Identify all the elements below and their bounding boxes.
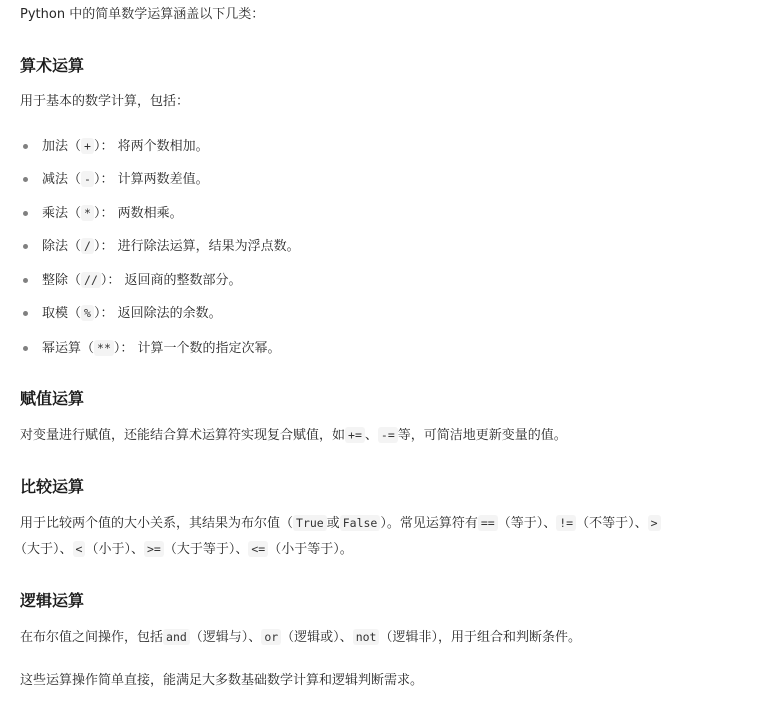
bullet-dot-icon xyxy=(23,177,28,182)
list-item-text xyxy=(42,168,209,191)
text-span: （逻辑与）、 xyxy=(189,630,262,645)
paren-close: ）： xyxy=(93,306,118,321)
text-span: （等于）、 xyxy=(497,516,557,531)
list-item-text xyxy=(42,202,183,225)
paren-open: （ xyxy=(68,172,82,187)
operator-code: // xyxy=(81,272,101,288)
paren-open: （ xyxy=(68,306,82,321)
heading-arithmetic: 算术运算 xyxy=(20,56,85,75)
text-span: （逻辑非），用于组合和判断条件。 xyxy=(379,630,581,645)
operator-description: 进行除法运算，结果为浮点数。 xyxy=(117,239,300,254)
operator-code: + xyxy=(81,138,94,154)
assignment-paragraph xyxy=(20,424,567,447)
code-less-equal: <= xyxy=(248,541,268,557)
bullet-dot-icon xyxy=(23,278,28,283)
heading-assignment: 赋值运算 xyxy=(20,389,85,408)
text-span: 或 xyxy=(326,516,340,531)
bullet-dot-icon xyxy=(23,311,28,316)
code-equal: == xyxy=(478,515,498,531)
code-minus-equals: -= xyxy=(378,427,398,443)
logic-paragraph xyxy=(20,626,581,649)
paren-open: （ xyxy=(81,341,95,356)
operator-description: 将两个数相加。 xyxy=(117,139,209,154)
paren-close: ）： xyxy=(113,341,138,356)
code-true: True xyxy=(293,515,327,531)
list-item-text xyxy=(42,235,300,258)
intro-paragraph: Python 中的简单数学运算涵盖以下几类： xyxy=(20,7,265,22)
code-false: False xyxy=(340,515,381,531)
code-plus-equals: += xyxy=(345,427,365,443)
text-span: （小于等于）。 xyxy=(268,542,353,557)
operator-name: 乘法 xyxy=(42,206,69,221)
text-span: 等，可简洁地更新变量的值。 xyxy=(397,428,567,443)
operator-code: * xyxy=(81,205,94,221)
operator-code: - xyxy=(81,171,94,187)
text-span: （大于）、 xyxy=(14,542,73,557)
code-not-equal: != xyxy=(556,515,576,531)
comparison-paragraph-line-1 xyxy=(20,512,661,535)
text-span: ）。常见运算符有 xyxy=(380,516,478,531)
bullet-dot-icon xyxy=(23,144,28,149)
operator-name: 加法 xyxy=(42,139,69,154)
operator-description: 两数相乘。 xyxy=(117,206,183,221)
paren-open: （ xyxy=(68,273,82,288)
bullet-dot-icon xyxy=(23,211,28,216)
paren-close: ）： xyxy=(93,206,118,221)
paren-open: （ xyxy=(68,139,82,154)
code-greater-than: > xyxy=(648,515,661,531)
code-or: or xyxy=(261,629,281,645)
paren-open: （ xyxy=(68,206,82,221)
text-span: 对变量进行赋值，还能结合算术运算符实现复合赋值，如 xyxy=(20,428,346,443)
paren-close: ）： xyxy=(93,172,118,187)
code-less-than: < xyxy=(73,541,86,557)
code-not: not xyxy=(353,629,380,645)
operator-name: 幂运算 xyxy=(42,341,82,356)
list-item-text xyxy=(42,135,209,158)
operator-code: / xyxy=(81,238,94,254)
list-item-text xyxy=(42,269,242,292)
text-span: 用于比较两个值的大小关系，其结果为布尔值（ xyxy=(20,516,294,531)
operator-code: % xyxy=(81,305,94,321)
closing-paragraph: 这些运算操作简单直接，能满足大多数基础数学计算和逻辑判断需求。 xyxy=(20,673,424,688)
text-span: （不等于）、 xyxy=(576,516,648,531)
list-item-text xyxy=(42,337,281,360)
paren-close: ）： xyxy=(93,139,118,154)
bullet-dot-icon xyxy=(23,346,28,351)
operator-code: ** xyxy=(94,340,114,356)
operator-name: 除法 xyxy=(42,239,69,254)
operator-name: 取模 xyxy=(42,306,69,321)
text-span: 、 xyxy=(364,428,378,443)
text-span: （逻辑或）、 xyxy=(281,630,353,645)
code-greater-equal: >= xyxy=(144,541,164,557)
heading-logic: 逻辑运算 xyxy=(20,591,85,610)
list-item-text xyxy=(42,302,222,325)
operator-description: 返回除法的余数。 xyxy=(117,306,222,321)
text-span: （大于等于）、 xyxy=(163,542,249,557)
operator-name: 整除 xyxy=(42,273,69,288)
comparison-paragraph-line-2 xyxy=(14,538,353,561)
operator-description: 计算一个数的指定次幂。 xyxy=(137,341,281,356)
text-span: （小于）、 xyxy=(85,542,144,557)
paren-close: ）： xyxy=(100,273,125,288)
bullet-dot-icon xyxy=(23,244,28,249)
text-span: 在布尔值之间操作，包括 xyxy=(20,630,164,645)
arithmetic-description: 用于基本的数学计算，包括： xyxy=(20,94,190,109)
code-and: and xyxy=(163,629,190,645)
operator-name: 减法 xyxy=(42,172,69,187)
paren-close: ）： xyxy=(93,239,118,254)
operator-description: 返回商的整数部分。 xyxy=(124,273,242,288)
operator-description: 计算两数差值。 xyxy=(117,172,209,187)
heading-comparison: 比较运算 xyxy=(20,477,85,496)
paren-open: （ xyxy=(68,239,82,254)
